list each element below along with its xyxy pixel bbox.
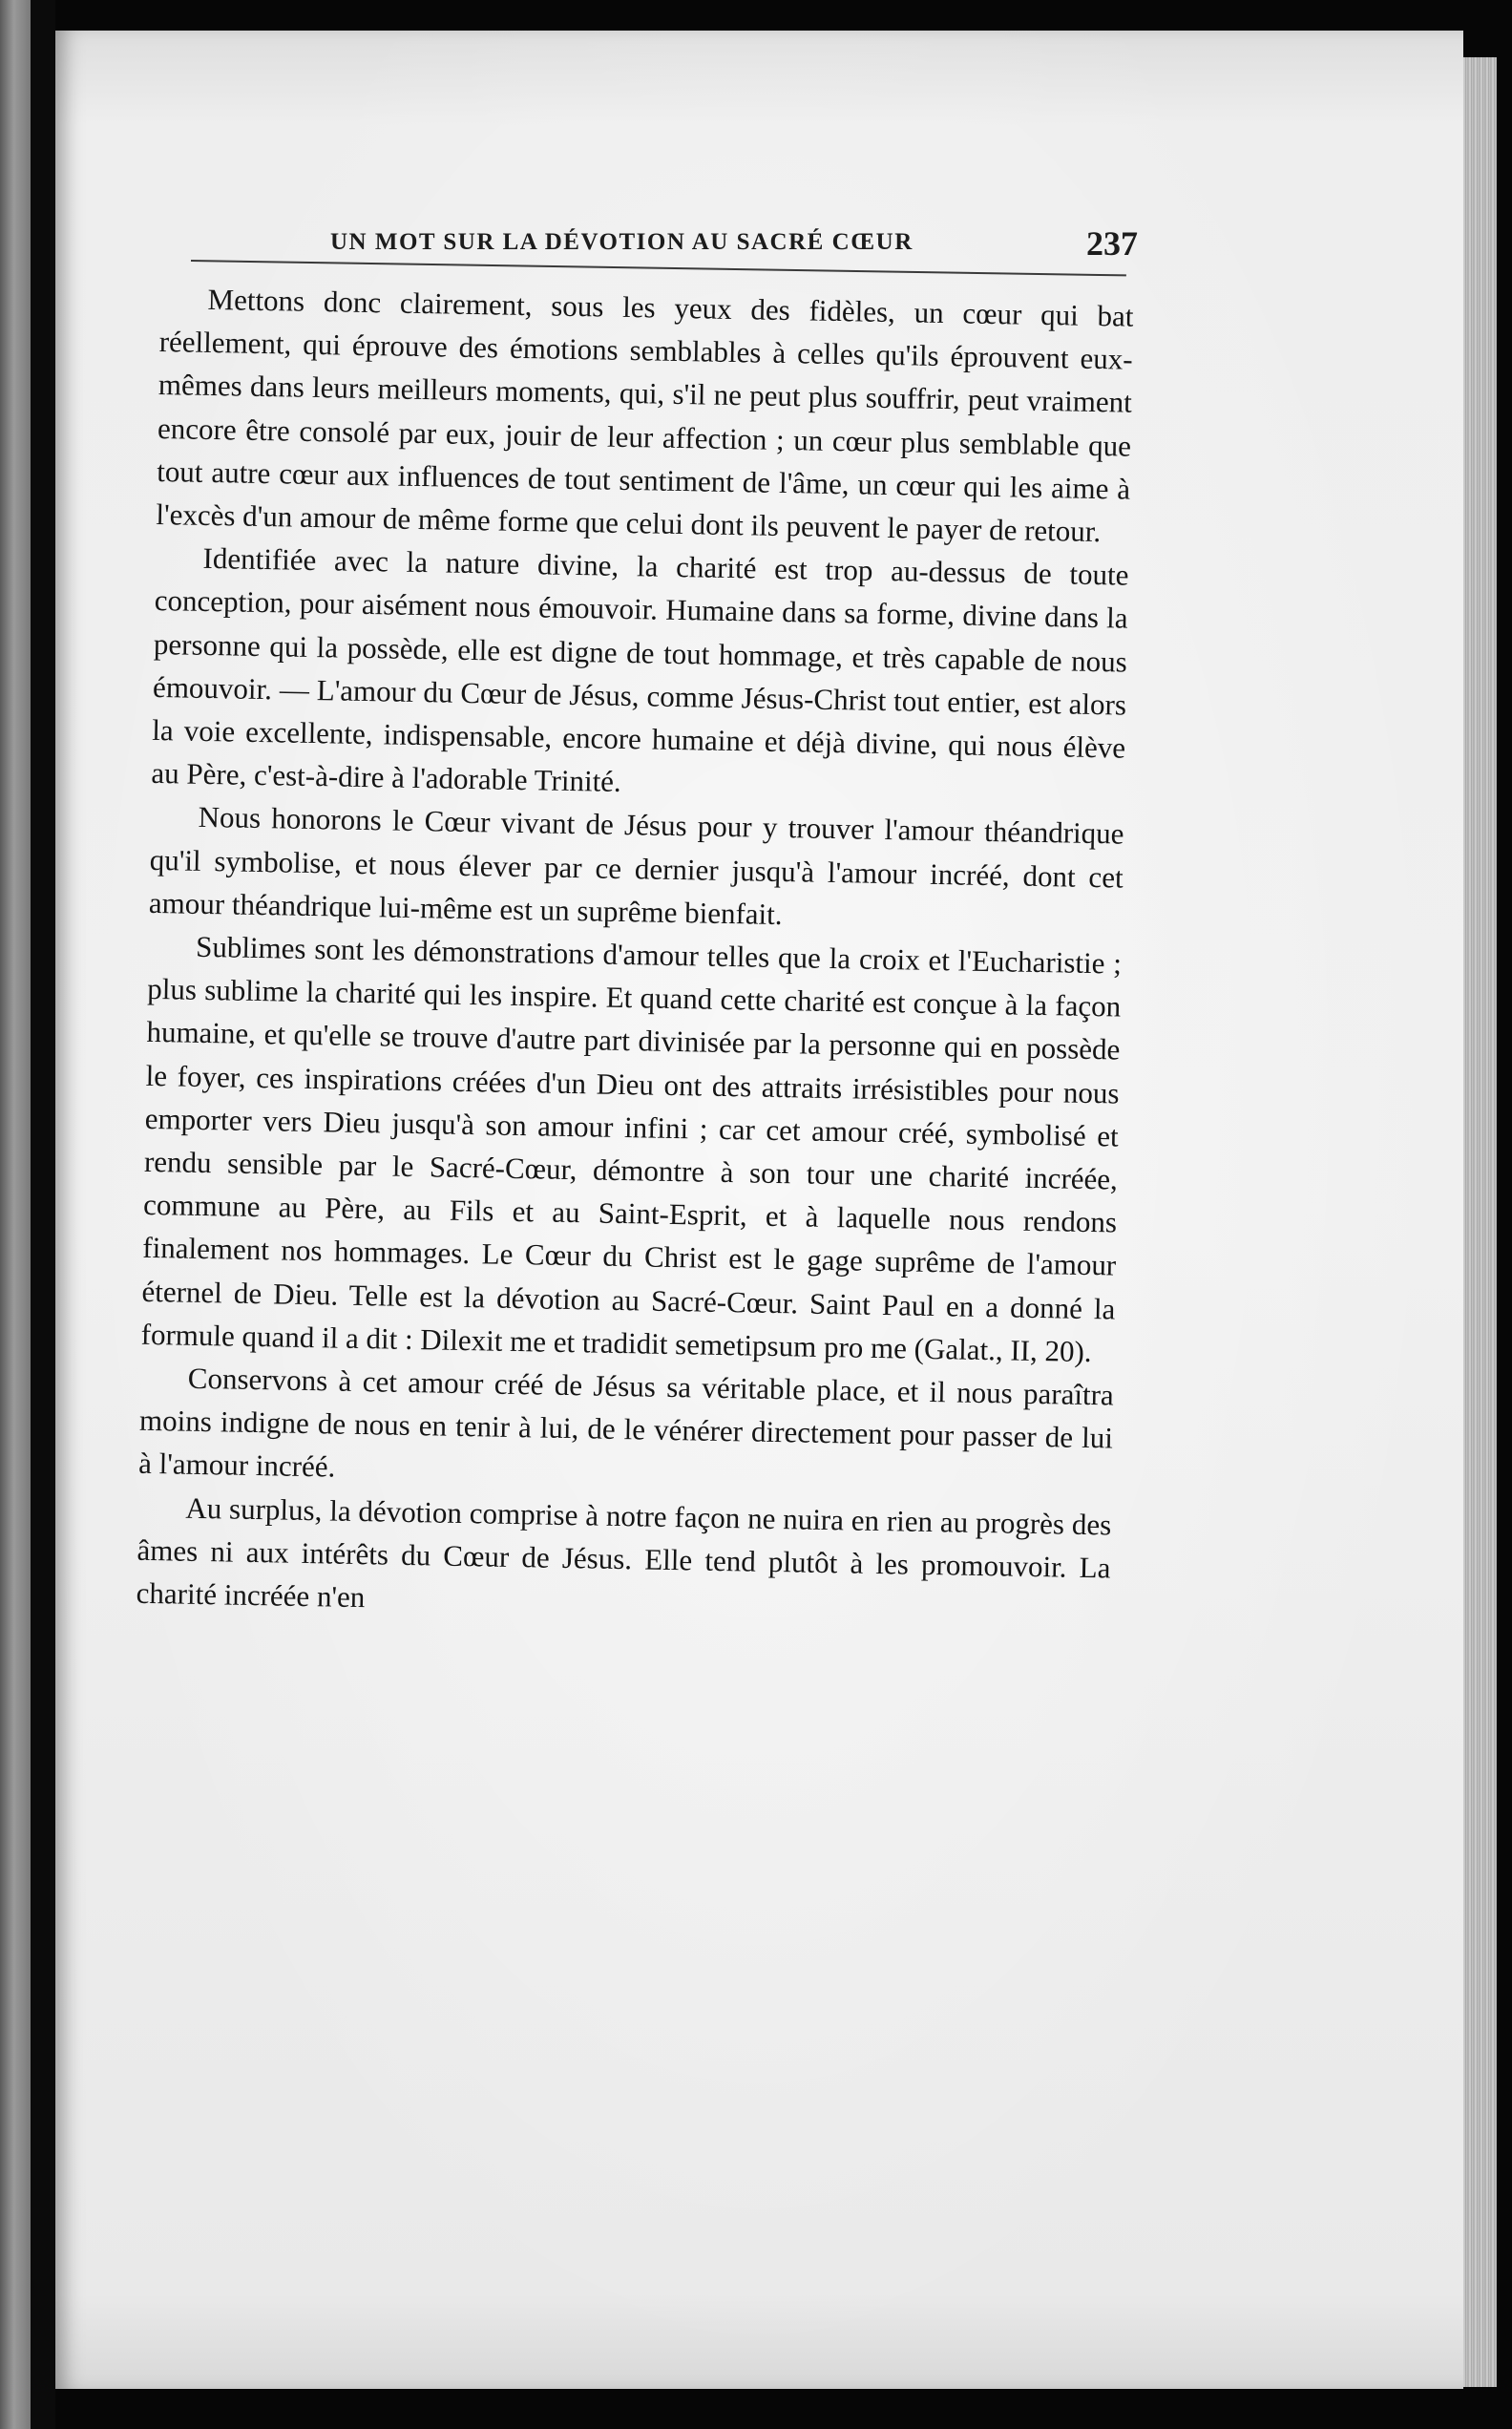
facing-page-edge bbox=[0, 0, 31, 2429]
paragraph: Identifiée avec la nature divine, la charité est trop au-dessus de toute conception, pour aisément nous émouvoir. Humaine dans sa forme, divine dans la personne qui la possède, elle est digne de tout hommage, et très capable de nous émouvoir. — L'amour du Cœur de Jésus, comme Jésus-Christ tout entier, est alors la voie excellente, indispensable, encore humaine et déjà divine, qui nous élève au Père, c'est-à-dire à l'adorable Trinité. bbox=[151, 541, 1129, 799]
paragraph: Nous honorons le Cœur vivant de Jésus pour y trouver l'amour théandrique qu'il symbolise, et nous élever par ce dernier jusqu'à l'amour incréé, dont cet amour théandrique lui-même est un suprême bienfait. bbox=[148, 800, 1124, 931]
paragraph: Conservons à cet amour créé de Jésus sa véritable place, et il nous paraîtra moins indigne de nous en tenir à lui, de le vénérer directement pour passer de lui à l'amour incréé. bbox=[137, 1361, 1115, 1485]
running-head: UN MOT SUR LA DÉVOTION AU SACRÉ CŒUR bbox=[330, 229, 914, 255]
page-number: 237 bbox=[1086, 224, 1138, 263]
paragraph: Au surplus, la dévotion comprise à notre façon ne nuira en rien au progrès des âmes ni aux intérêts du Cœur de Jésus. Elle tend plutôt à les promouvoir. La charité incréée n'en bbox=[136, 1490, 1112, 1615]
body-text bbox=[136, 277, 1134, 1633]
paragraph: Mettons donc clairement, sous les yeux des fidèles, un cœur qui bat réellement, qui éprouve des émotions semblables à celles qu'ils éprouvent eux-mêmes dans leurs meilleurs moments, qui, s'il ne peut plus souffrir, peut vraiment encore être consolé par eux, jouir de leur affection ; un cœur plus semblable que tout autre cœur aux influences de tout sentiment de l'âme, un cœur qui les aime à l'excès d'un amour de même forme que celui dont ils peuvent le payer de retour. bbox=[156, 282, 1134, 549]
book-gutter bbox=[31, 0, 55, 2429]
paragraph: Sublimes sont les démonstrations d'amour telles que la croix et l'Eucharistie ; plus sublime la charité qui les inspire. Et quand cette charité est conçue à la façon humaine, et qu'elle se trouve d'autre part divinisée par la personne qui en possède le foyer, ces inspirations créées d'un Dieu ont des attraits irrésistibles pour nous emporter vers Dieu jusqu'à son amour infini ; car cet amour créé, symbolisé et rendu sensible par le Sacré-Cœur, démontre à son tour une charité incréée, commune au Père, au Fils et au Saint-Esprit, et à laquelle nous rendons finalement nos hommages. Le Cœur du Christ est le gage suprême de l'amour éternel de Dieu. Telle est la dévotion au Sacré-Cœur. Saint Paul en a donné la formule quand il a dit : Dilexit me et tradidit semetipsum pro me (Galat., II, 20). bbox=[140, 929, 1123, 1368]
